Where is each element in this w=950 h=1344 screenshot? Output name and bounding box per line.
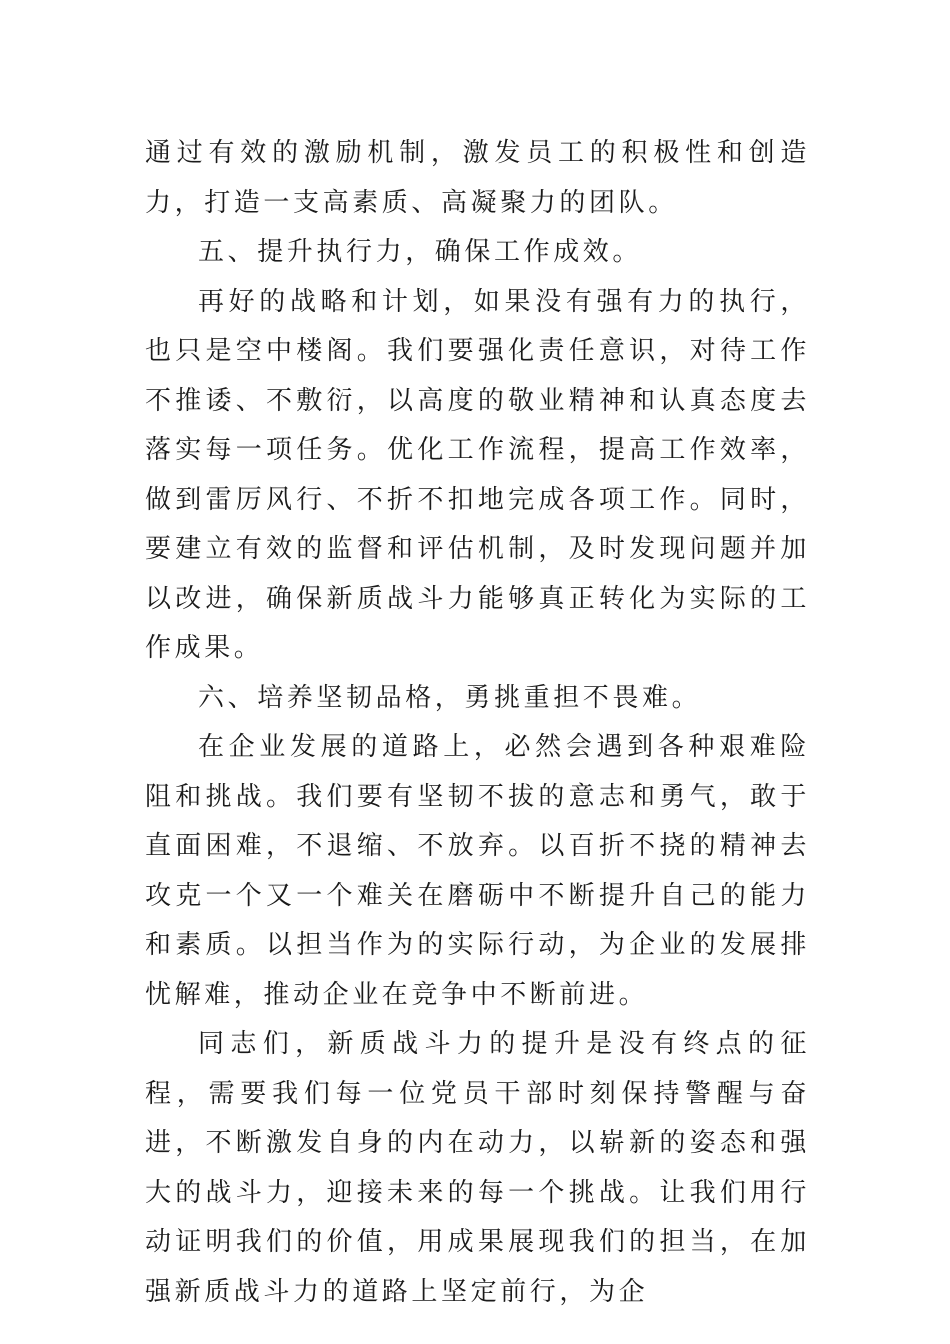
- paragraph-execution: 再好的战略和计划，如果没有强有力的执行，也只是空中楼阁。我们要强化责任意识，对待工作不推诿、不敷衍，以高度的敬业精神和认真态度去落实每一项任务。优化工作流程，提高工作效率，做到雷厉风行、不折不扣地完成各项工作。同时，要建立有效的监督和评估机制，及时发现问题并加以改进，确保新质战斗力能够真正转化为实际的工作成果。: [145, 286, 810, 663]
- section-heading-5: 五、提升执行力，确保工作成效。: [198, 237, 643, 267]
- section-heading-6: 六、培养坚韧品格，勇挑重担不畏难。: [198, 682, 702, 713]
- paragraph-perseverance: 在企业发展的道路上，必然会遇到各种艰难险阻和挑战。我们要有坚韧不拔的意志和勇气，敢于直面困难，不退缩、不放弃。以百折不挠的精神去攻克一个又一个难关在磨砺中不断提升自己的能力和素质。以担当作为的实际行动，为企业的发展排忧解难，推动企业在竞争中不断前进。: [145, 732, 810, 1010]
- document-body: [145, 129, 810, 1317]
- paragraph-continued: 通过有效的激励机制，激发员工的积极性和创造力，打造一支高素质、高凝聚力的团队。: [145, 138, 810, 218]
- paragraph-closing: 同志们，新质战斗力的提升是没有终点的征程，需要我们每一位党员干部时刻保持警醒与奋进，不断激发自身的内在动力，以崭新的姿态和强大的战斗力，迎接未来的每一个挑战。让我们用行动证明我们的价值，用成果展现我们的担当，在加强新质战斗力的道路上坚定前行，为企: [145, 1029, 810, 1307]
